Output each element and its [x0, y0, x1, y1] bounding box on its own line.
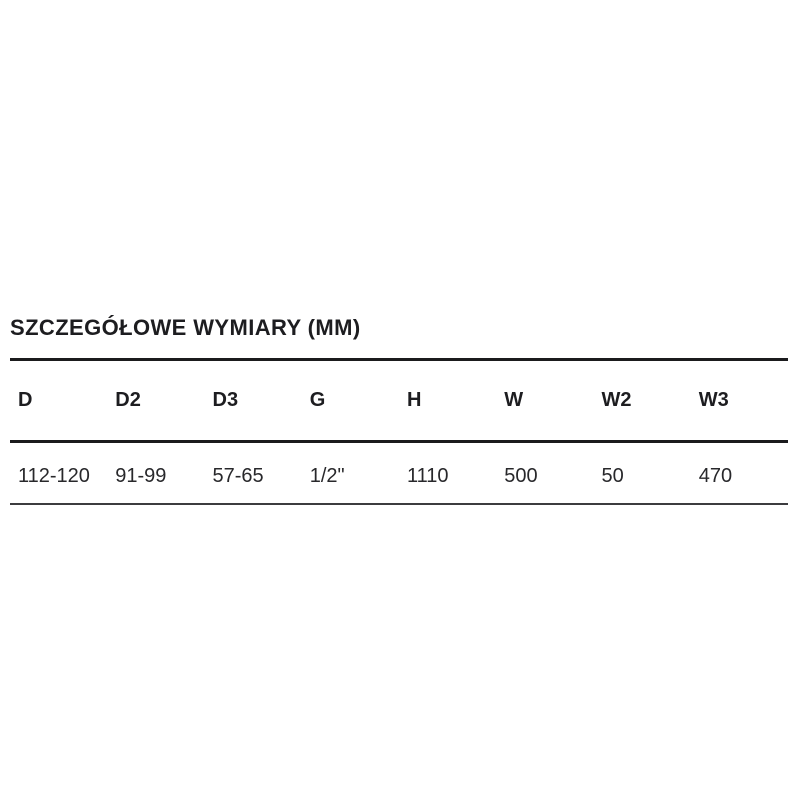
cell-d3: 57-65 [205, 442, 302, 505]
column-header-d3: D3 [205, 360, 302, 442]
table-header-row [10, 360, 788, 442]
cell-w3: 470 [691, 442, 788, 505]
cell-h: 1110 [399, 442, 496, 505]
table-row [10, 442, 788, 505]
cell-g: 1/2" [302, 442, 399, 505]
column-header-g: G [302, 360, 399, 442]
column-header-d: D [10, 360, 107, 442]
cell-w: 500 [496, 442, 593, 505]
column-header-d2: D2 [107, 360, 204, 442]
column-header-h: H [399, 360, 496, 442]
dimensions-table [10, 358, 788, 505]
column-header-w3: W3 [691, 360, 788, 442]
cell-d: 112-120 [10, 442, 107, 505]
column-header-w2: W2 [594, 360, 691, 442]
column-header-w: W [496, 360, 593, 442]
cell-w2: 50 [594, 442, 691, 505]
section-title: SZCZEGÓŁOWE WYMIARY (MM) [10, 315, 361, 341]
cell-d2: 91-99 [107, 442, 204, 505]
